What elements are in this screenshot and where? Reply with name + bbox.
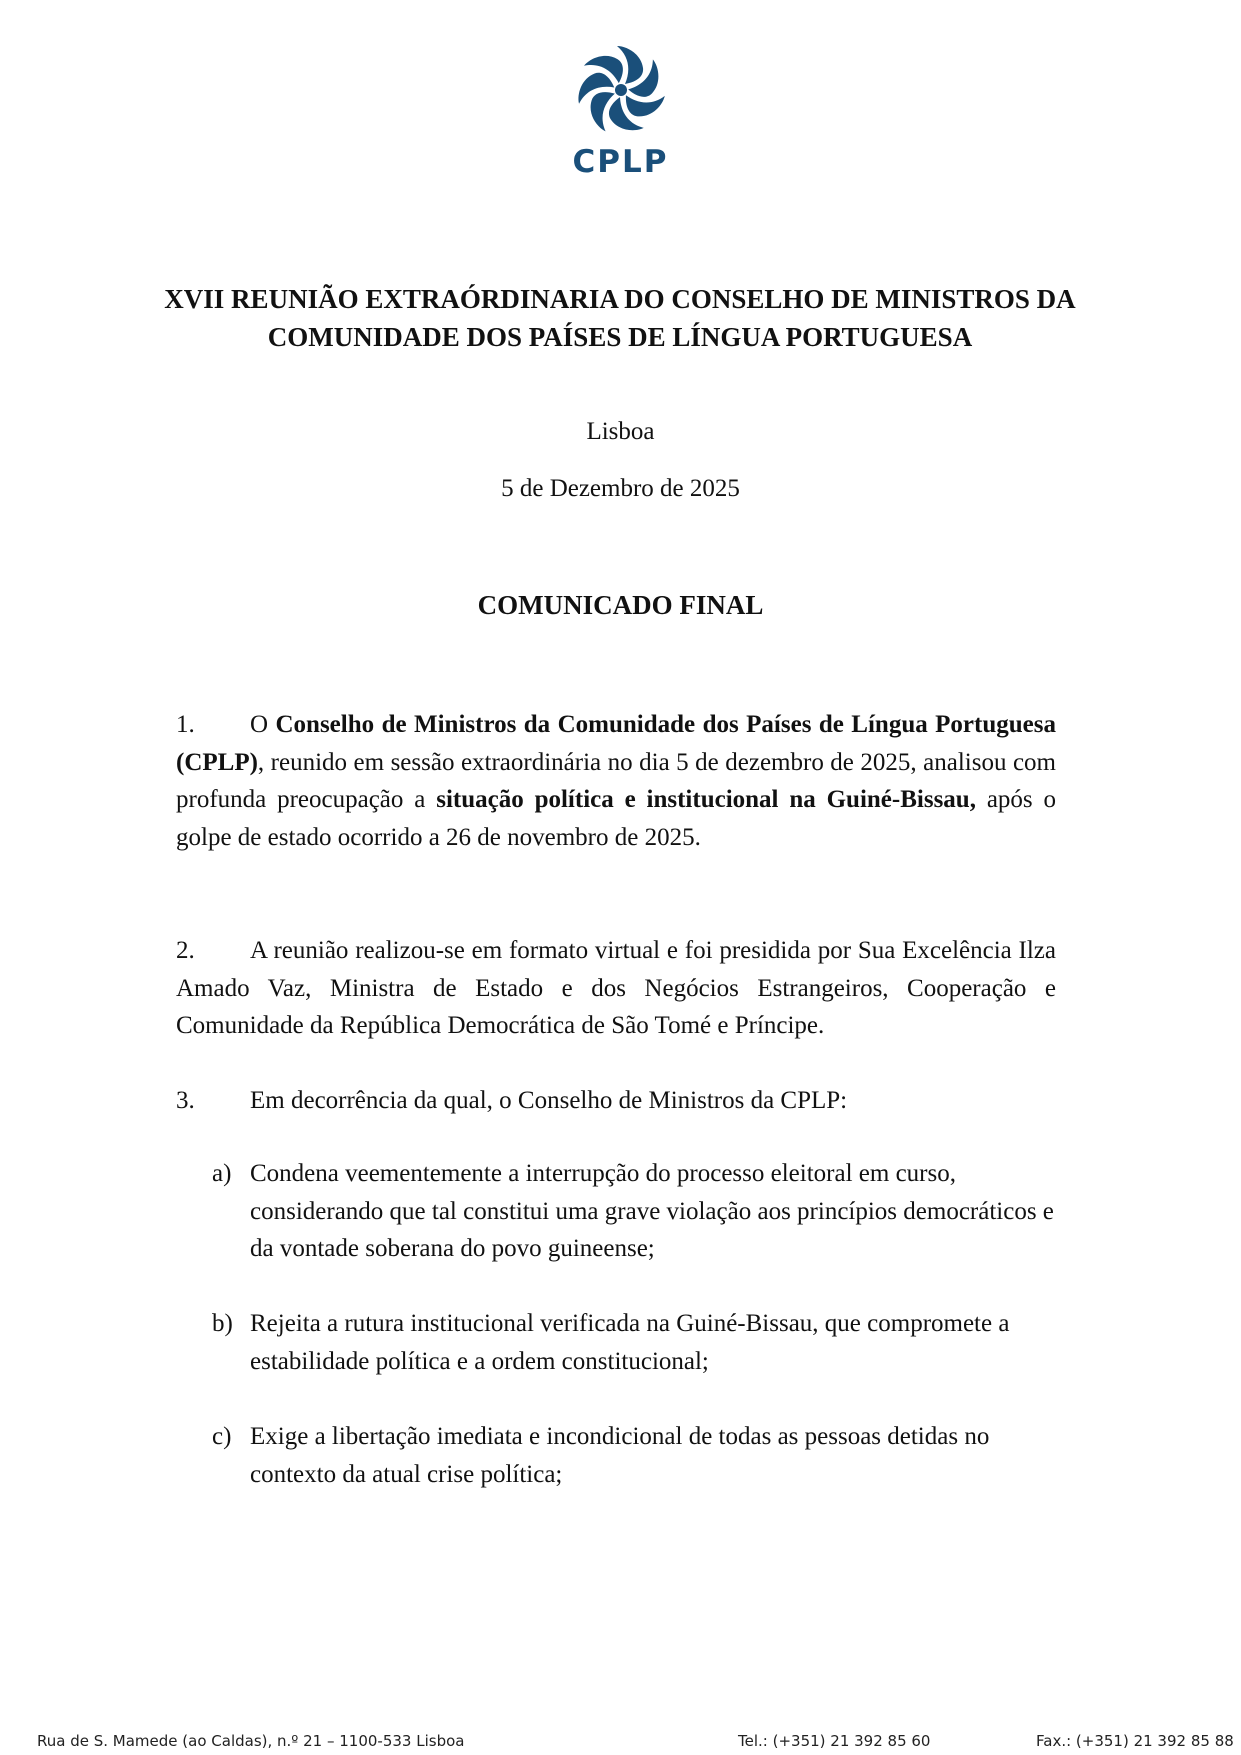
paragraph-2 [176,932,1056,1045]
paragraph-3 [176,1082,1056,1120]
footer-fax: Fax.: (+351) 21 392 85 88 [1036,1732,1234,1750]
paragraph-number: 1. [176,711,195,738]
list-item-letter: c) [212,1423,232,1450]
text-segment: após o golpe de estado ocorrido a 26 de novembro de 2025. [176,786,1056,851]
list-item-text: Condena veementemente a interrupção do processo eleitoral em curso, considerando que tal constitui uma grave violação aos princípios democráticos e da vontade soberana do povo guineense; [250,1160,1054,1262]
list-item-letter: b) [212,1310,233,1337]
paragraph-2-text: A reunião realizou-se em formato virtual e foi presidida por Sua Excelência Ilza Amado Vaz, Ministra de Estado e dos Negócios Estrangeiros, Cooperação e Comunidade da República Democrática de São Tomé e Príncipe. [176,937,1056,1039]
paragraph-number: 3. [176,1087,195,1114]
paragraph-number: 2. [176,937,195,964]
document-date: 5 de Dezembro de 2025 [501,475,740,502]
text-segment: , reunido em sessão extraordinária no dia 5 de dezembro de 2025, analisou com profunda preocupação a [176,748,1056,813]
paragraph-1 [176,706,1056,856]
footer-telephone: Tel.: (+351) 21 392 85 60 [738,1732,931,1750]
list-item-c [212,1418,1062,1493]
logo-text: CPLP [572,144,669,180]
list-item-b [212,1305,1062,1380]
document-place: Lisboa [586,418,655,445]
text-segment: O [250,711,276,738]
document-title: XVII REUNIÃO EXTRAÓRDINARIA DO CONSELHO DE MINISTROS DA COMUNIDADE DOS PAÍSES DE LÍNGUA PORTUGUESA [164,284,1076,352]
document-heading: COMUNICADO FINAL [477,590,764,620]
bold-text-segment: situação política e institucional na Guiné-Bissau, [436,786,976,813]
footer-address: Rua de S. Mamede (ao Caldas), n.º 21 – 1100-533 Lisboa [37,1732,465,1750]
paragraph-1-text [176,711,1056,851]
cplp-logo [0,40,1241,180]
list-item-text: Rejeita a rutura institucional verificada na Guiné-Bissau, que compromete a estabilidade política e a ordem constitucional; [250,1310,1010,1375]
list-item-letter: a) [212,1160,232,1187]
pinwheel-logo-icon [566,40,676,140]
bold-text-segment: Conselho de Ministros da Comunidade dos Países de Língua Portuguesa (CPLP) [176,711,1056,776]
list-item-text: Exige a libertação imediata e incondicional de todas as pessoas detidas no contexto da atual crise política; [250,1423,990,1488]
paragraph-3-text: Em decorrência da qual, o Conselho de Ministros da CPLP: [250,1087,848,1114]
list-item-a [212,1155,1062,1268]
